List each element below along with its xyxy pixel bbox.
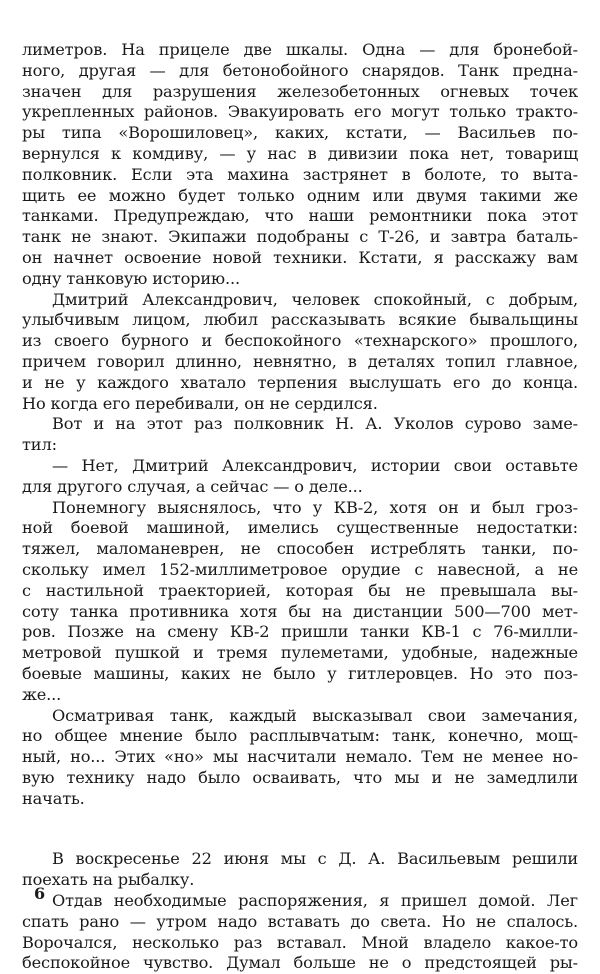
text-line: и не у каждого хватало терпения выслушать его до конца. [22, 372, 578, 392]
book-page [22, 40, 578, 974]
text-line: ров. Позже на смену КВ-2 пришли танки КВ-1 с 76-милли- [22, 622, 578, 642]
text-line: улыбчивым лицом, любил рассказывать всякие бывальщины [22, 310, 578, 330]
text-line: вернулся к комдиву, — у нас в дивизии пока нет, товарищ [22, 143, 578, 163]
text-line: боевые машины, каких не было у гитлеровцев. Но это поз- [22, 663, 578, 683]
text-line: тил: [22, 435, 57, 455]
text-line: Понемногу выяснялось, что у КВ-2, хотя он и был гроз- [52, 497, 578, 517]
text-line: ного, другая — для бетонобойного снарядов. Танк предна- [22, 60, 578, 80]
text-line: беспокойное чувство. Думал больше не о предстоящей ры- [22, 953, 578, 973]
text-line: лиметров. На прицеле две шкалы. Одна — для бронебой- [22, 40, 578, 59]
text-line: причем говорил длинно, невнятно, в деталях топил главное, [22, 351, 578, 371]
text-line: из своего бурного и беспокойного «технарского» прошлого, [22, 331, 578, 351]
text-line: ры типа «Ворошиловец», каких, кстати, — Васильев по- [22, 123, 578, 143]
text-line: танками. Предупреждаю, что наши ремонтники пока этот [22, 206, 578, 226]
text-line: В воскресенье 22 июня мы с Д. А. Васильевым решили [52, 849, 578, 869]
text-line: полковник. Если эта махина застрянет в болоте, то выта- [22, 164, 578, 184]
text-line: танк не знают. Экипажи подобраны с Т-26, и завтра баталь- [22, 227, 578, 247]
section-break [22, 809, 578, 849]
text-line: для другого случая, а сейчас — о деле... [22, 476, 363, 496]
text-line: одну танковую историю... [22, 268, 240, 288]
text-line: поехать на рыбалку. [22, 870, 195, 890]
text-line: Отдав необходимые распоряжения, я пришел домой. Лег [52, 891, 578, 911]
text-line: Ворочался, несколько раз вставал. Мной владело какое-то [22, 932, 578, 952]
text-line: щить ее можно будет только одним или двумя такими же [22, 185, 578, 205]
text-line: Вот и на этот раз полковник Н. А. Уколов сурово заме- [52, 414, 578, 434]
text-line: скольку имел 152-миллиметровое орудие с навесной, а не [22, 559, 578, 579]
text-line: Но когда его перебивали, он не сердился. [22, 393, 378, 413]
text-line: но общее мнение было расплывчатым: танк, конечно, мощ- [22, 726, 578, 746]
text-line: спать рано — утром надо вставать до света. Но не спалось. [22, 911, 578, 931]
text-line: ный, но... Этих «но» мы насчитали немало. Тем не менее но- [22, 747, 578, 767]
text-line: же... [22, 684, 62, 704]
text-line: вую технику надо было осваивать, что мы и не замедлили [22, 767, 578, 787]
text-line: тяжел, маломаневрен, не способен истреблять танки, по- [22, 539, 578, 559]
text-line: — Нет, Дмитрий Александрович, истории свои оставьте [52, 455, 578, 475]
page-number: 6 [34, 884, 46, 903]
text-line: значен для разрушения железобетонных огневых точек [22, 81, 578, 101]
text-line: ной боевой машиной, имелись существенные недостатки: [22, 518, 578, 538]
text-line: Дмитрий Александрович, человек спокойный, с добрым, [52, 289, 578, 309]
text-line: Осматривая танк, каждый высказывал свои замечания, [52, 705, 578, 725]
text-line: он начнет освоение новой техники. Кстати, я расскажу вам [22, 247, 578, 267]
text-line: с настильной траекторией, которая бы не превышала вы- [22, 580, 578, 600]
text-line: соту танка противника хотя бы на дистанции 500—700 мет- [22, 601, 578, 621]
text-line: метровой пушкой и тремя пулеметами, удобные, надежные [22, 643, 578, 663]
text-line: начать. [22, 788, 85, 808]
text-line: укрепленных районов. Эвакуировать его могут только тракто- [22, 102, 578, 122]
